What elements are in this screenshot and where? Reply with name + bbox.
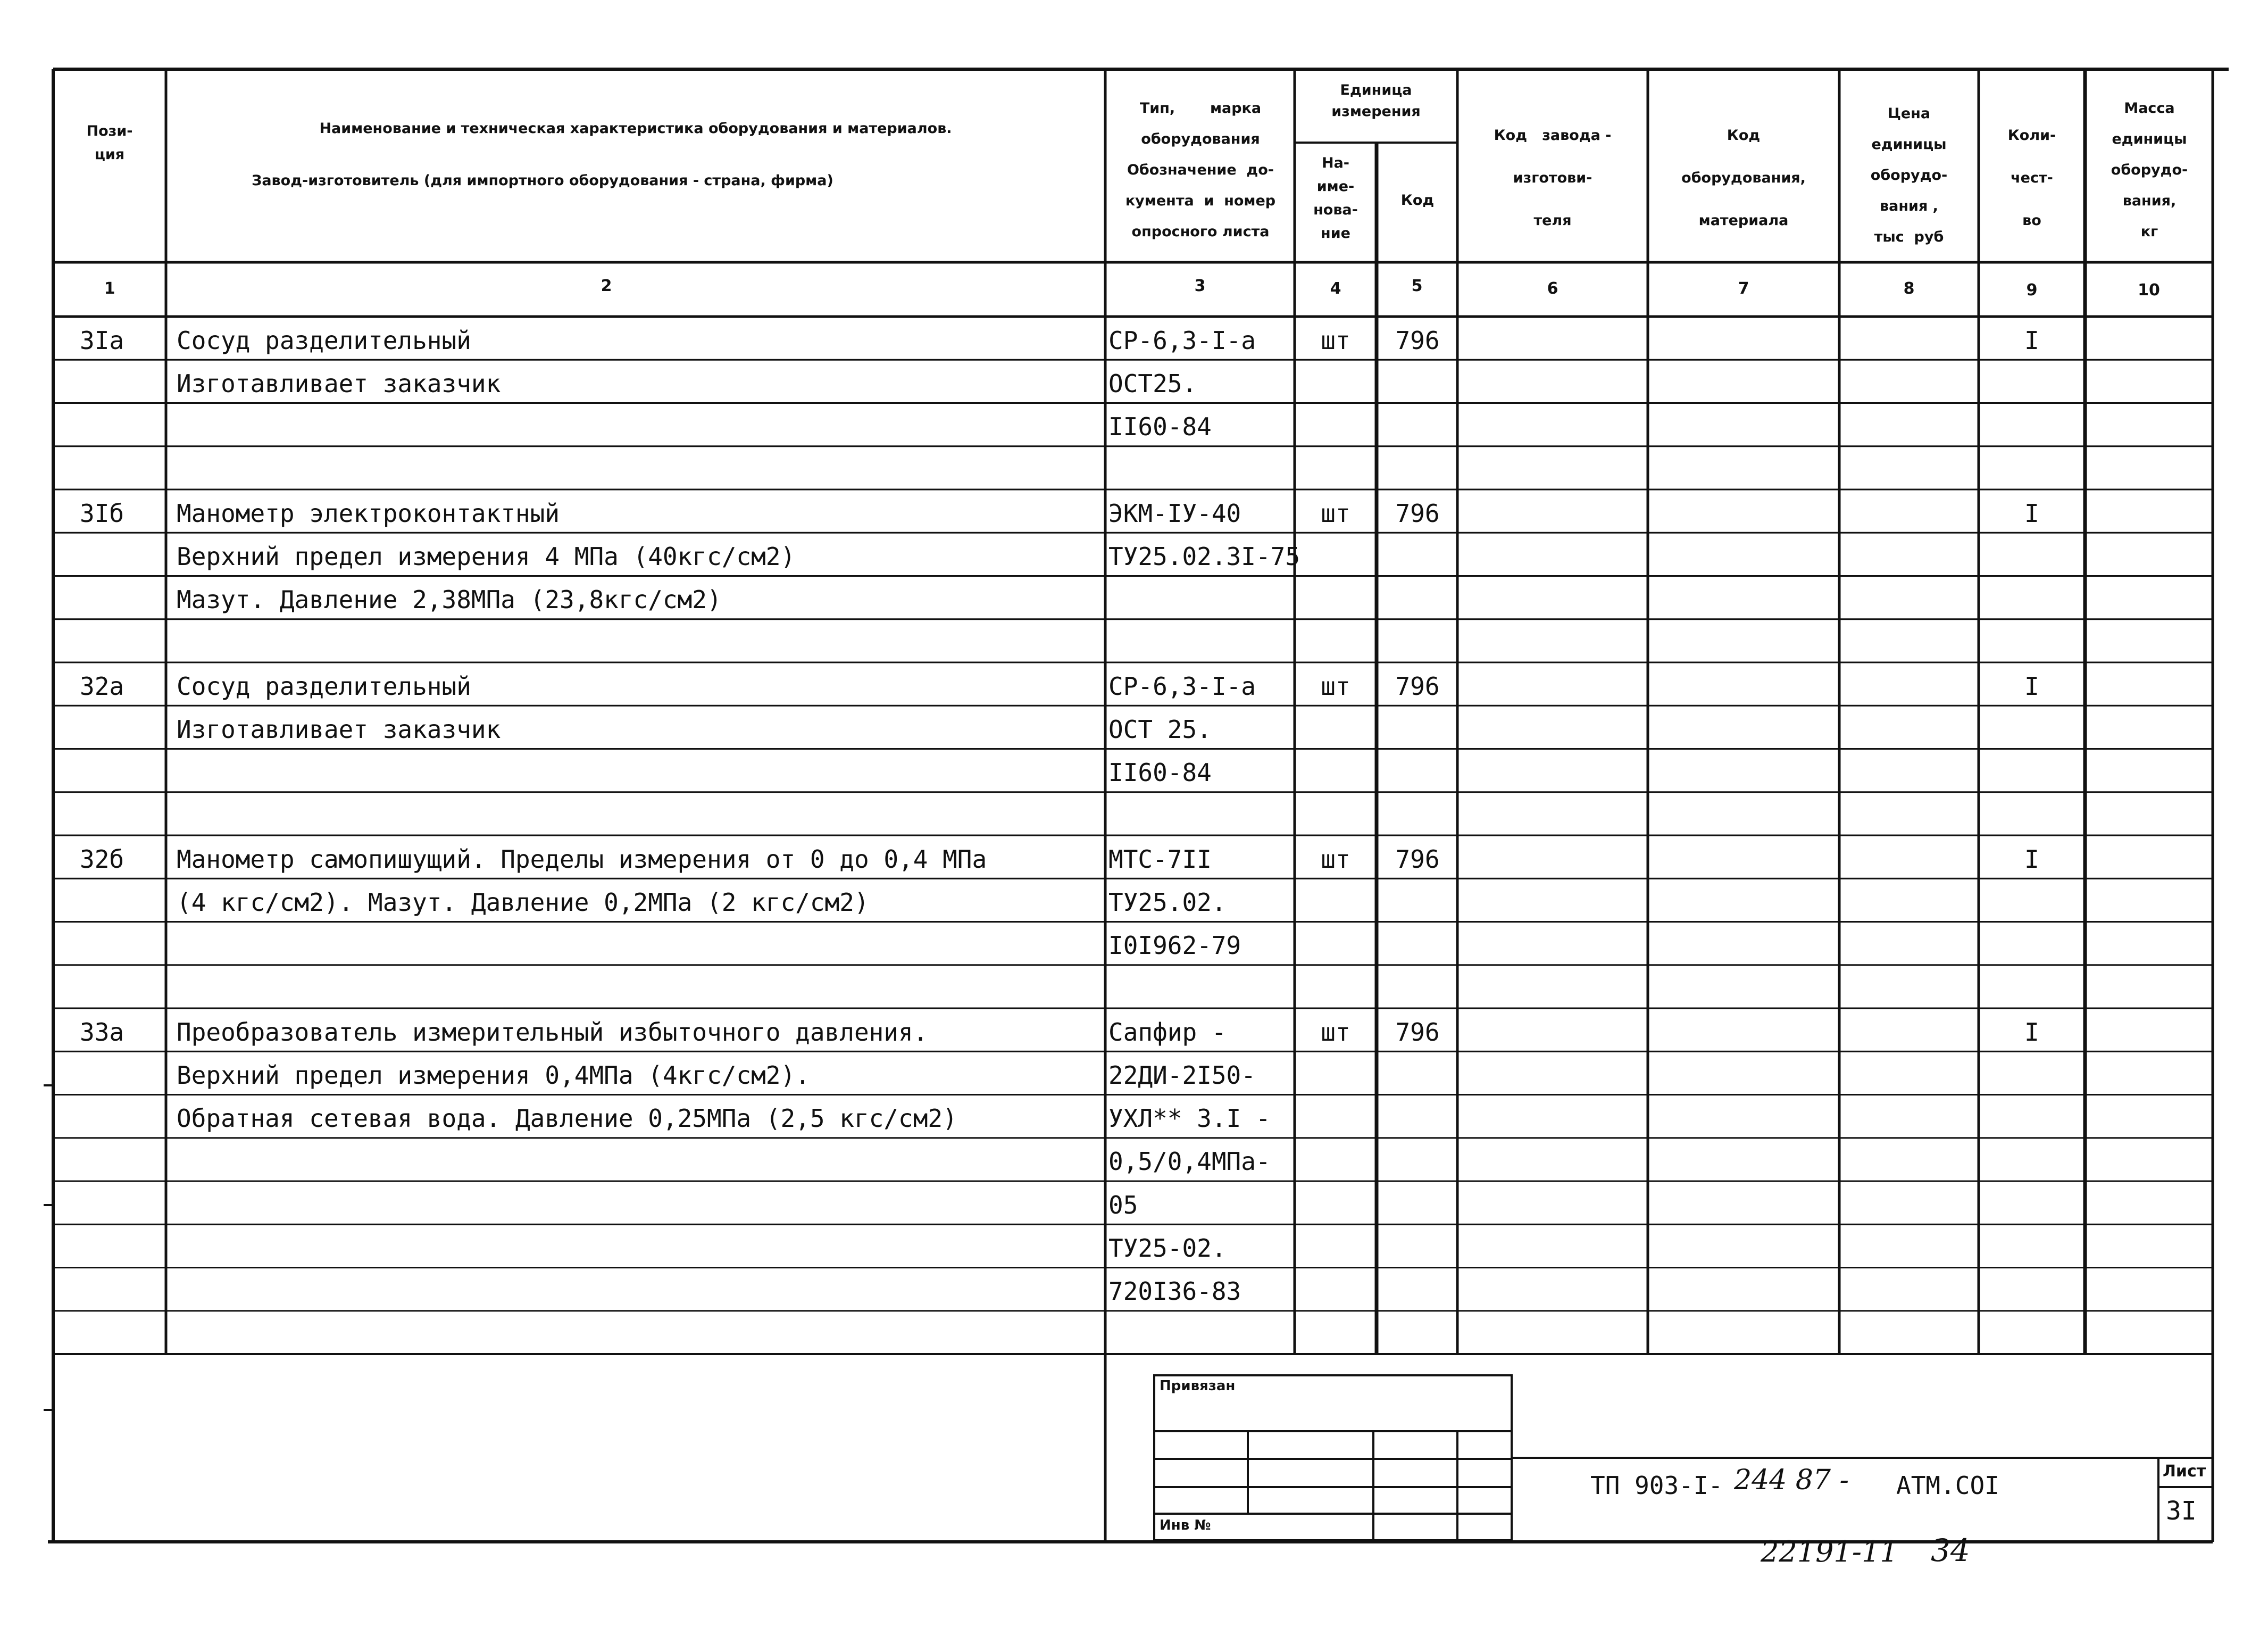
header-type: Тип, марка оборудования Обозначение до- кумента и номер опросного листа	[1125, 100, 1276, 240]
cell-code: 796	[1395, 1017, 1440, 1047]
stamp-inventory-label: Инв №	[1160, 1517, 1211, 1533]
stamp-linked-label: Привязан	[1160, 1378, 1236, 1394]
cell-name: Сосуд разделительный	[177, 671, 471, 701]
cell-type: ОСТ25.	[1108, 369, 1197, 398]
cell-qty: I	[2024, 671, 2039, 701]
sheet-label: Лист	[2163, 1462, 2206, 1481]
cell-type: I0I962-79	[1108, 931, 1241, 960]
header-unit-code: Код	[1400, 192, 1435, 209]
document-code-prefix: ТП 903-I-	[1590, 1471, 1723, 1500]
cell-qty: I	[2024, 844, 2039, 874]
header-position: Пози- ция	[86, 123, 133, 163]
cell-pos: 32б	[80, 844, 124, 874]
cell-qty: I	[2024, 326, 2039, 355]
cell-type: ТУ25.02.	[1108, 887, 1227, 917]
cell-pos: 3Iб	[80, 499, 124, 528]
document-code-suffix: АТМ.COI	[1896, 1471, 1999, 1500]
header-name-line1: Наименование и техническая характеристика оборудования и материалов.	[319, 120, 952, 137]
column-number: 1	[104, 279, 115, 298]
cell-type: УХЛ** 3.I -	[1108, 1104, 1271, 1133]
column-number: 3	[1194, 277, 1206, 295]
cell-type: ОСТ 25.	[1108, 715, 1212, 744]
cell-name: (4 кгс/см2). Мазут. Давление 0,2МПа (2 кгс/см2)	[177, 887, 869, 917]
cell-name: Верхний предел измерения 4 МПа (40кгс/см2)	[177, 542, 796, 571]
cell-pos: 3Iа	[80, 326, 124, 355]
cell-unit: шт	[1321, 326, 1350, 355]
header-name-line2: Завод-изготовитель (для импортного оборудования - страна, фирма)	[252, 172, 833, 189]
document-code-handwritten: 244 87 -	[1734, 1464, 1849, 1496]
cell-type: Сапфир -	[1108, 1017, 1227, 1047]
cell-name: Сосуд разделительный	[177, 326, 471, 355]
cell-name: Верхний предел измерения 0,4МПа (4кгс/см2).	[177, 1060, 810, 1090]
header-price: Цена единицы оборудо- вания , тыс руб	[1870, 105, 1948, 245]
cell-name: Обратная сетевая вода. Давление 0,25МПа (2,5 кгс/см2)	[177, 1104, 957, 1133]
cell-code: 796	[1395, 499, 1440, 528]
cell-unit: шт	[1321, 671, 1350, 701]
cell-type: МТС-7II	[1108, 844, 1212, 874]
cell-type: ЭКМ-IУ-40	[1108, 499, 1241, 528]
cell-type: СР-6,3-I-а	[1108, 326, 1256, 355]
cell-type: II60-84	[1108, 758, 1212, 787]
column-number: 10	[2138, 281, 2160, 300]
page-number-handwritten: 34	[1931, 1532, 1970, 1568]
cell-name: Изготавливает заказчик	[177, 715, 501, 744]
cell-type: 05	[1108, 1190, 1138, 1219]
column-number: 7	[1738, 279, 1749, 298]
cell-name: Манометр электроконтактный	[177, 499, 560, 528]
column-number: 8	[1903, 279, 1915, 298]
cell-type: ТУ25.02.3I-75	[1108, 542, 1300, 571]
cell-unit: шт	[1321, 1017, 1350, 1047]
cell-type: 0,5/0,4МПа-	[1108, 1147, 1271, 1176]
cell-unit: шт	[1321, 844, 1350, 874]
cell-type: 22ДИ-2I50-	[1108, 1060, 1256, 1090]
cell-name: Изготавливает заказчик	[177, 369, 501, 398]
header-maker-code: Код завода - изготови- теля	[1494, 127, 1612, 229]
header-quantity: Коли- чест- во	[2007, 127, 2056, 229]
header-unit-group: Единица измерения	[1331, 82, 1421, 120]
cell-code: 796	[1395, 844, 1440, 874]
cell-type: СР-6,3-I-а	[1108, 671, 1256, 701]
cell-unit: шт	[1321, 499, 1350, 528]
column-number: 5	[1411, 277, 1423, 295]
header-unit-name: На- име- нова- ние	[1313, 155, 1358, 242]
column-number: 6	[1547, 279, 1558, 298]
cell-pos: 33а	[80, 1017, 124, 1047]
cell-name: Мазут. Давление 2,38МПа (23,8кгс/см2)	[177, 585, 722, 615]
header-mass: Масса единицы оборудо- вания, кг	[2111, 100, 2188, 240]
cell-type: ТУ25-02.	[1108, 1233, 1227, 1263]
cell-qty: I	[2024, 499, 2039, 528]
column-number: 2	[601, 277, 612, 295]
cell-type: 720I36-83	[1108, 1277, 1241, 1306]
header-equipment-code: Код оборудования, материала	[1681, 127, 1806, 229]
cell-name: Преобразователь измерительный избыточного давления.	[177, 1017, 928, 1047]
sheet-number: 3I	[2166, 1496, 2197, 1526]
cell-qty: I	[2024, 1017, 2039, 1047]
column-number: 4	[1330, 279, 1341, 298]
cell-name: Манометр самопишущий. Пределы измерения от 0 до 0,4 МПа	[177, 844, 987, 874]
column-number: 9	[2026, 281, 2038, 300]
cell-pos: 32а	[80, 671, 124, 701]
cell-code: 796	[1395, 326, 1440, 355]
order-number-handwritten: 22191-11	[1761, 1535, 1898, 1568]
cell-type: II60-84	[1108, 412, 1212, 442]
cell-code: 796	[1395, 671, 1440, 701]
